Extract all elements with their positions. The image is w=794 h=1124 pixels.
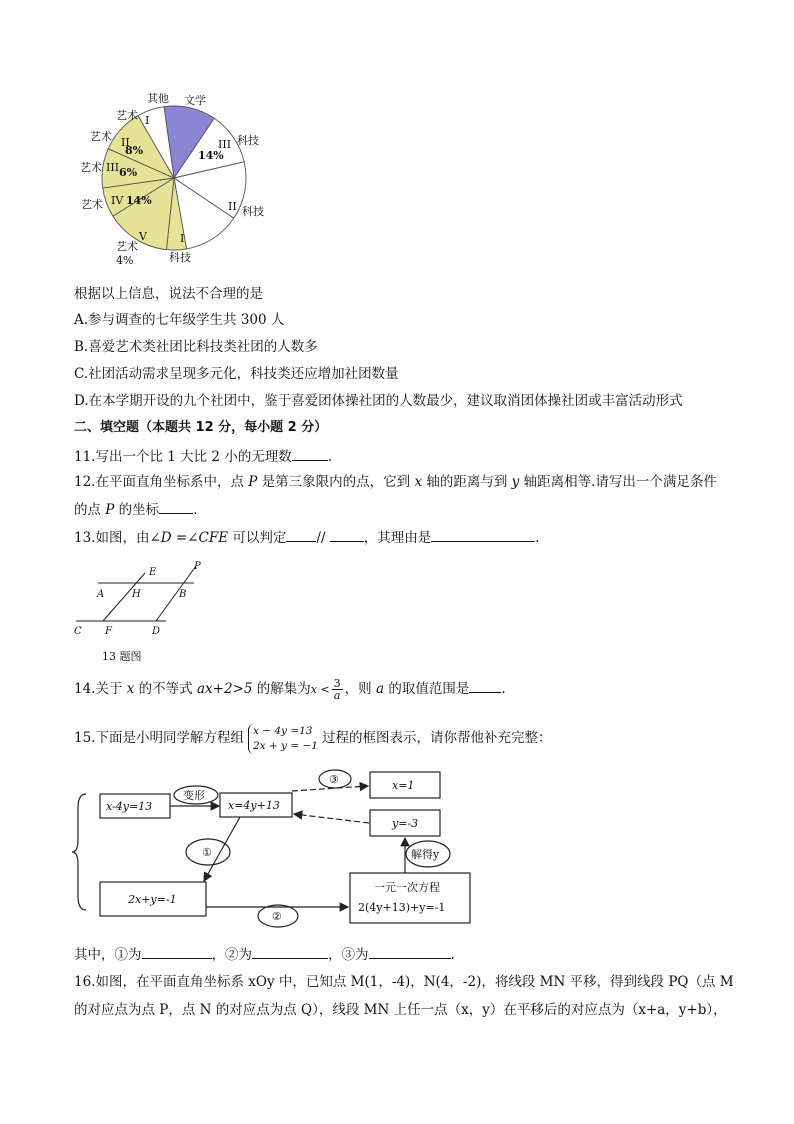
pie-label-art3-roman: III [106, 161, 120, 174]
q12-var-p: P [248, 474, 258, 490]
pie-label-tech2-roman: II [228, 200, 237, 213]
q16-line2: 的对应点为点 P，点 N 的对应点为点 Q），线段 MN 上任一点（x，y）在平移后的对应点为（x+a，y+b）， [74, 1002, 727, 1018]
box-linear-eq: 2(4y+13)+y=-1 [358, 901, 446, 914]
q14-fraction [332, 678, 343, 701]
q15-blank-2[interactable] [252, 944, 328, 959]
arrow-y-to-transformed [294, 814, 369, 823]
q13-caption: 13 题图 [102, 650, 142, 663]
q12-text-e: 的点 [74, 502, 106, 518]
q14-text-a: 14.关于 [74, 681, 127, 697]
pie-label-art2-pct: 8% [125, 144, 144, 157]
q12-var-p2: P [105, 502, 115, 518]
q14-end: . [501, 681, 506, 697]
q12-var-y: y [511, 474, 520, 490]
pie-label-art4-name: 艺术 [81, 198, 103, 211]
pie-label-art5-pct: 4% [116, 254, 134, 267]
pie-label-art2-name: 艺术 [90, 130, 112, 143]
q15-answer-d: . [450, 947, 455, 963]
q13-text-c: 可以判定 [228, 530, 287, 546]
oval-1-text: ① [202, 846, 212, 859]
oval-3-text: ③ [329, 773, 339, 786]
q15-blank-1[interactable] [142, 944, 212, 959]
q15-text-a: 15.下面是小明同学解方程组 [74, 730, 244, 746]
section-heading: 二、填空题（本题共 12 分，每小题 2 分） [74, 420, 328, 435]
club-pie-chart [70, 86, 290, 271]
system-brace [72, 794, 86, 910]
point-e: E [149, 567, 157, 578]
pie-label-tech1-roman: I [180, 232, 185, 245]
q15-answer-a: 其中，①为 [74, 947, 142, 963]
box-x-text: x=1 [392, 779, 415, 792]
q14-numerator: 3 [333, 677, 341, 690]
q15-eq1: x − 4y =13 [252, 724, 313, 737]
q10-option-a: A.参与调查的七年级学生共 300 人 [74, 312, 285, 328]
q15-equation-system [248, 724, 318, 754]
box-transformed-text: x=4y+13 [228, 799, 280, 812]
q14-text-c: 的解集为 [252, 681, 311, 697]
box-linear-title: 一元一次方程 [374, 881, 440, 894]
q14-var-a: a [375, 681, 385, 697]
q12-text-d: 轴距离相等.请写出一个满足条件 [519, 474, 717, 490]
point-a: A [97, 589, 105, 600]
q14-x-lt: x < [310, 683, 330, 696]
pie-label-other: 其他 [147, 92, 169, 105]
q11-blank[interactable] [292, 446, 328, 461]
box-y-text: y=-3 [392, 817, 419, 830]
pie-label-tech2-name: 科技 [242, 205, 264, 218]
q14-inequality: ax+2>5 [196, 681, 253, 697]
box-eq1-text: x-4y=13 [106, 800, 153, 813]
point-f: F [105, 626, 112, 637]
q11-text: 11.写出一个比 1 大比 2 小的无理数 [74, 449, 292, 465]
q13-var-cfe: CFE [198, 530, 229, 546]
q12-text-b: 是第三象限内的点，它到 [257, 474, 415, 490]
point-h: H [132, 589, 141, 600]
q10-option-c: C.社团活动需求呈现多元化，科技类还应增加社团数量 [74, 366, 399, 382]
q15-text-b: 过程的框图表示，请你帮他补充完整： [321, 730, 552, 746]
pie-label-literature: 文学 [184, 94, 206, 107]
q13-figure [70, 560, 210, 664]
q15-answer-b: ，②为 [211, 947, 252, 963]
q12-text-c: 轴的距离与到 [422, 474, 512, 490]
pie-label-tech1-name: 科技 [169, 251, 191, 264]
oval-transform-text: 变形 [183, 789, 205, 802]
pie-label-art3-name: 艺术 [80, 161, 102, 174]
q10-option-d: D.在本学期开设的九个社团中，鉴于喜爱团体操社团的人数最少，建议取消团体操社团或丰富活动形式 [74, 393, 683, 409]
q15-flowchart [70, 762, 480, 932]
pie-label-tech3-roman: III [218, 138, 232, 151]
pie-label-art3-pct: 6% [119, 166, 138, 179]
pie-label-tech3-name: 科技 [237, 134, 259, 147]
pie-label-tech3-pct: 14% [198, 149, 224, 162]
pie-label-art4-pct: 14% [126, 194, 152, 207]
q10-option-b: B.喜爱艺术类社团比科技类社团的人数多 [74, 339, 318, 355]
point-c: C [74, 626, 82, 637]
q12-var-x: x [414, 474, 423, 490]
q12-line2 [74, 499, 197, 520]
q13-blank-3[interactable] [431, 527, 535, 542]
q15-answer-line [74, 944, 455, 965]
q12-end: . [193, 502, 198, 518]
q13-blank-1[interactable] [286, 527, 316, 542]
q12-line1 [74, 472, 717, 492]
q12-text-f: 的坐标 [114, 502, 160, 518]
point-d: D [152, 626, 161, 637]
q14-text-d: ，则 [344, 681, 376, 697]
oval-2-text: ② [272, 910, 282, 923]
q13-text-a: 13.如图，由∠ [74, 530, 161, 546]
q15-eq2: 2x + y = −1 [252, 739, 318, 752]
q13-end: . [535, 530, 540, 546]
q14-blank[interactable] [469, 678, 501, 693]
line-pd [156, 566, 196, 621]
q13-line [74, 527, 540, 548]
q13-text-e: ，其理由是 [363, 530, 432, 546]
box-eq2-text: 2x+y=-1 [128, 893, 177, 906]
oval-solve-y-text: 解得y [411, 848, 440, 861]
q16-line1: 16.如图，在平面直角坐标系 xOy 中，已知点 M(1，-4)，N(4，-2)，将线段 MN 平移，得到线段 PQ（点 M [74, 974, 734, 990]
point-p: P [194, 561, 201, 572]
q12-blank[interactable] [159, 499, 193, 514]
q13-var-d: D [160, 530, 172, 546]
q15-answer-c: ，③为 [328, 947, 369, 963]
pie-label-art5-name: 艺术 [116, 240, 138, 253]
point-b: B [179, 589, 187, 600]
pie-label-art4-roman: IV [111, 194, 124, 207]
q13-parallel: // [316, 530, 326, 546]
q15-blank-3[interactable] [369, 944, 451, 959]
q10-stem: 根据以上信息，说法不合理的是 [74, 286, 263, 302]
q15-line [74, 722, 551, 754]
q13-blank-2[interactable] [330, 527, 364, 542]
q14-var-x: x [126, 681, 135, 697]
arrow-transformed-to-x [292, 786, 368, 791]
q14-denominator: a [333, 689, 341, 702]
pie-label-art2-roman: II [121, 136, 130, 149]
q14-line [74, 676, 506, 703]
q11-end: . [327, 449, 333, 465]
pie-label-art1-roman: I [145, 114, 150, 127]
q14-text-b: 的不等式 [134, 681, 197, 697]
pie-label-art5-roman: V [139, 230, 147, 243]
q11 [74, 446, 332, 467]
pie-label-art1-name: 艺术 [116, 109, 138, 122]
q13-text-b: =∠ [171, 530, 199, 546]
q14-text-e: 的取值范围是 [384, 681, 470, 697]
q12-text-a: 12.在平面直角坐标系中，点 [74, 474, 249, 490]
